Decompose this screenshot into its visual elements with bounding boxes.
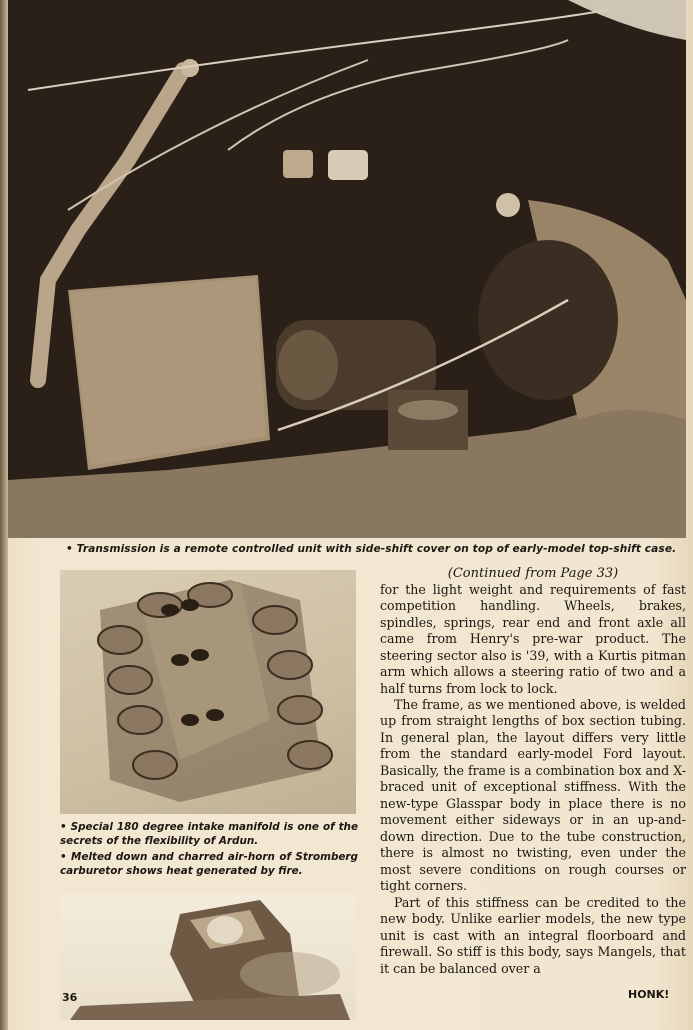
article-paragraph-3: Part of this stiffness can be credited to the new body. Unlike earlier models, the new type unit is cast with an integral floorboard and firewall. So stiff is this body, says Mangels, that it can be balanced over a <box>380 895 686 976</box>
continued-note: (Continued from Page 33) <box>447 566 619 581</box>
carburetor-caption: • Melted down and charred air-horn of Stromberg carburetor shows heat generated by fire. <box>60 851 358 877</box>
transmission-caption: • Transmission is a remote controlled unit with side-shift cover on top of early-model top-shift case. <box>66 543 677 555</box>
page-binding-edge <box>0 0 8 1030</box>
manifold-caption: • Special 180 degree intake manifold is one of the secrets of the flexibility of Ardun. <box>60 821 358 847</box>
intake-manifold-photo <box>60 570 356 814</box>
page-number: 36 <box>62 991 78 1004</box>
transmission-photo <box>8 0 686 538</box>
carburetor-photo <box>60 894 356 1020</box>
article-paragraph-1: for the light weight and requirements of fast competition handling. Wheels, brakes, spindles, springs, rear end and front axle all came from Henry's pre-war product. The steering sector also is '39, with a Kurtis pitman arm which allows a steering ratio of two and a half turns from lock to lock. <box>380 582 686 696</box>
magazine-name: HONK! <box>628 988 670 1001</box>
article-paragraph-2: The frame, as we mentioned above, is welded up from straight lengths of box section tubing. In general plan, the layout differs very little from the standard early-model Ford layout. Basically, the frame is a combination box and X-braced unit of exceptional stiffness. With the new-type Glasspar body in place there is no movement either sideways or in an up-and-down direction. Due to the tube construction, there is almost no twisting, even under the most severe conditions on rough courses or tight corners. <box>380 697 686 893</box>
